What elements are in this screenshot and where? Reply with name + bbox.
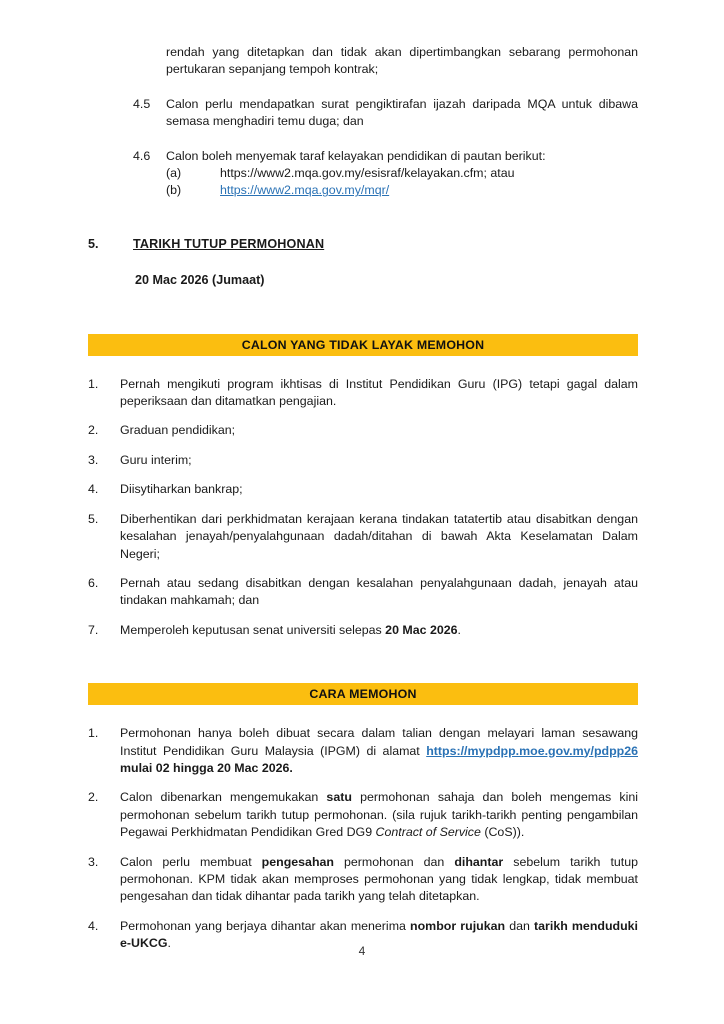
text-run: Calon perlu membuat bbox=[120, 854, 262, 869]
list-item bbox=[88, 481, 638, 498]
list-item bbox=[88, 575, 638, 610]
inline-link[interactable]: https://mypdpp.moe.gov.my/pdpp26 bbox=[426, 743, 638, 758]
how-to-apply-list bbox=[88, 725, 638, 952]
text-run: Permohonan yang berjaya dihantar akan menerima bbox=[120, 918, 411, 933]
clause-4-6-text: Calon boleh menyemak taraf kelayakan pendidikan di pautan berikut: bbox=[166, 148, 546, 163]
banner-ineligible-title: CALON YANG TIDAK LAYAK MEMOHON bbox=[241, 337, 485, 352]
clause-4-6-body bbox=[166, 148, 638, 200]
ineligible-item-text bbox=[120, 622, 638, 639]
ineligible-item-text bbox=[120, 452, 638, 469]
ineligible-item-text bbox=[120, 422, 638, 439]
subitem-a-label: (a) bbox=[166, 166, 182, 181]
list-item bbox=[88, 725, 638, 777]
clause-4-6-subitem-a bbox=[166, 165, 638, 182]
list-item bbox=[88, 376, 638, 411]
text-run: Guru interim; bbox=[120, 452, 192, 467]
section-5-number: 5. bbox=[88, 236, 99, 251]
ineligible-item-number: 1. bbox=[88, 376, 99, 391]
list-item bbox=[88, 789, 638, 841]
text-run: . bbox=[167, 936, 171, 951]
text-run: Pernah mengikuti program ikhtisas di Institut Pendidikan Guru (IPG) tetapi gagal dalam peperiksaan dan ditamatkan pengajian. bbox=[120, 376, 638, 409]
banner-how-to-apply bbox=[88, 683, 638, 705]
ineligible-item-number: 6. bbox=[88, 575, 99, 590]
clause-4-6 bbox=[133, 148, 638, 200]
text-run: . bbox=[457, 622, 461, 637]
text-run: (CoS)). bbox=[480, 825, 525, 840]
ineligible-item-text bbox=[120, 376, 638, 411]
ineligible-item-text bbox=[120, 481, 638, 498]
section-5-closing-date: 20 Mac 2026 (Jumaat) bbox=[135, 273, 265, 288]
text-run: Graduan pendidikan; bbox=[120, 423, 236, 438]
subitem-b-label: (b) bbox=[166, 183, 182, 198]
bold-run: pengesahan bbox=[261, 854, 334, 869]
list-item bbox=[88, 622, 638, 639]
ineligible-item-number: 2. bbox=[88, 423, 99, 438]
text-run: Calon dibenarkan mengemukakan bbox=[120, 790, 327, 805]
list-item bbox=[88, 452, 638, 469]
banner-ineligible-candidates bbox=[88, 334, 638, 356]
clause-4-5-number: 4.5 bbox=[133, 96, 151, 111]
list-item bbox=[88, 511, 638, 563]
list-item bbox=[88, 422, 638, 439]
bold-run: mulai 02 hingga 20 Mac 2026. bbox=[120, 760, 293, 775]
text-run: Permohonan hanya boleh dibuat secara dalam talian dengan melayari laman sesawang Institut Pendidikan Guru Malaysia (IPGM) di alamat bbox=[120, 726, 638, 758]
subitem-b-url-link[interactable]: https://www2.mqa.gov.my/mqr/ bbox=[220, 183, 390, 198]
text-run: Diisytiharkan bankrap; bbox=[120, 482, 243, 497]
howto-item-text bbox=[120, 725, 638, 777]
howto-item-text bbox=[120, 854, 638, 906]
ineligible-item-text bbox=[120, 511, 638, 563]
text-run: permohonan dan bbox=[333, 854, 455, 869]
ineligible-item-text bbox=[120, 575, 638, 610]
bold-run: satu bbox=[326, 790, 352, 805]
bold-run: tarikh menduduki e-UKCG bbox=[120, 918, 639, 951]
ineligible-item-number: 7. bbox=[88, 622, 99, 637]
list-item bbox=[88, 854, 638, 906]
bold-run: nombor rujukan bbox=[410, 918, 506, 933]
howto-item-number: 2. bbox=[88, 790, 99, 805]
bold-run: dihantar bbox=[454, 854, 504, 869]
clause-4-6-subitem-b bbox=[166, 182, 638, 199]
page-content bbox=[88, 44, 638, 953]
ineligible-candidates-list bbox=[88, 376, 638, 639]
text-run: Memperoleh keputusan senat universiti selepas bbox=[120, 622, 386, 637]
italic-run: Contract of Service bbox=[375, 825, 481, 840]
text-run: sebelum tarikh tutup permohonan. KPM tidak akan memproses permohonan yang tidak lengkap, tidak membuat pengesahan dan tidak dihantar pada tarikh yang telah ditetapkan. bbox=[120, 854, 638, 904]
text-run: dan bbox=[505, 918, 535, 933]
text-run: Pernah atau sedang disabitkan dengan kesalahan penyalahgunaan dadah, jenayah atau tindakan mahkamah; dan bbox=[120, 575, 638, 608]
clause-4-6-number: 4.6 bbox=[133, 148, 151, 163]
bold-run: 20 Mac 2026 bbox=[385, 622, 458, 637]
ineligible-item-number: 4. bbox=[88, 482, 99, 497]
text-run: permohonan sahaja dan boleh mengemas kini permohonan sebelum tarikh tutup permohonan. (sila rujuk tarikh-tarikh penting pengambilan Pegawai Perkhidmatan Pendidikan Gred DG9 bbox=[120, 790, 638, 840]
clause-4-5 bbox=[133, 96, 638, 131]
section-5-title: TARIKH TUTUP PERMOHONAN bbox=[133, 236, 325, 251]
ineligible-item-number: 3. bbox=[88, 452, 99, 467]
section-5-heading bbox=[88, 236, 638, 253]
banner-how-to-apply-title: CARA MEMOHON bbox=[309, 687, 417, 702]
text-run: Diberhentikan dari perkhidmatan kerajaan kerana tindakan tatatertib atau disabitkan dengan kesalahan jenayah/penyalahgunaan dadah/ditahan di bawah Akta Keselamatan Dalam Negeri; bbox=[120, 511, 638, 561]
page-number: 4 bbox=[358, 944, 366, 958]
ineligible-item-number: 5. bbox=[88, 511, 99, 526]
howto-item-number: 1. bbox=[88, 726, 99, 741]
howto-item-number: 4. bbox=[88, 918, 99, 933]
clause-4-5-text: Calon perlu mendapatkan surat pengiktirafan ijazah daripada MQA untuk dibawa semasa menghadiri temu duga; dan bbox=[166, 96, 638, 129]
howto-item-text bbox=[120, 789, 638, 841]
continuation-paragraph: rendah yang ditetapkan dan tidak akan dipertimbangkan sebarang permohonan pertukaran sepanjang tempoh kontrak; bbox=[166, 45, 638, 77]
subitem-a-url: https://www2.mqa.gov.my/esisraf/kelayakan.cfm; atau bbox=[220, 166, 515, 181]
howto-item-number: 3. bbox=[88, 854, 99, 869]
